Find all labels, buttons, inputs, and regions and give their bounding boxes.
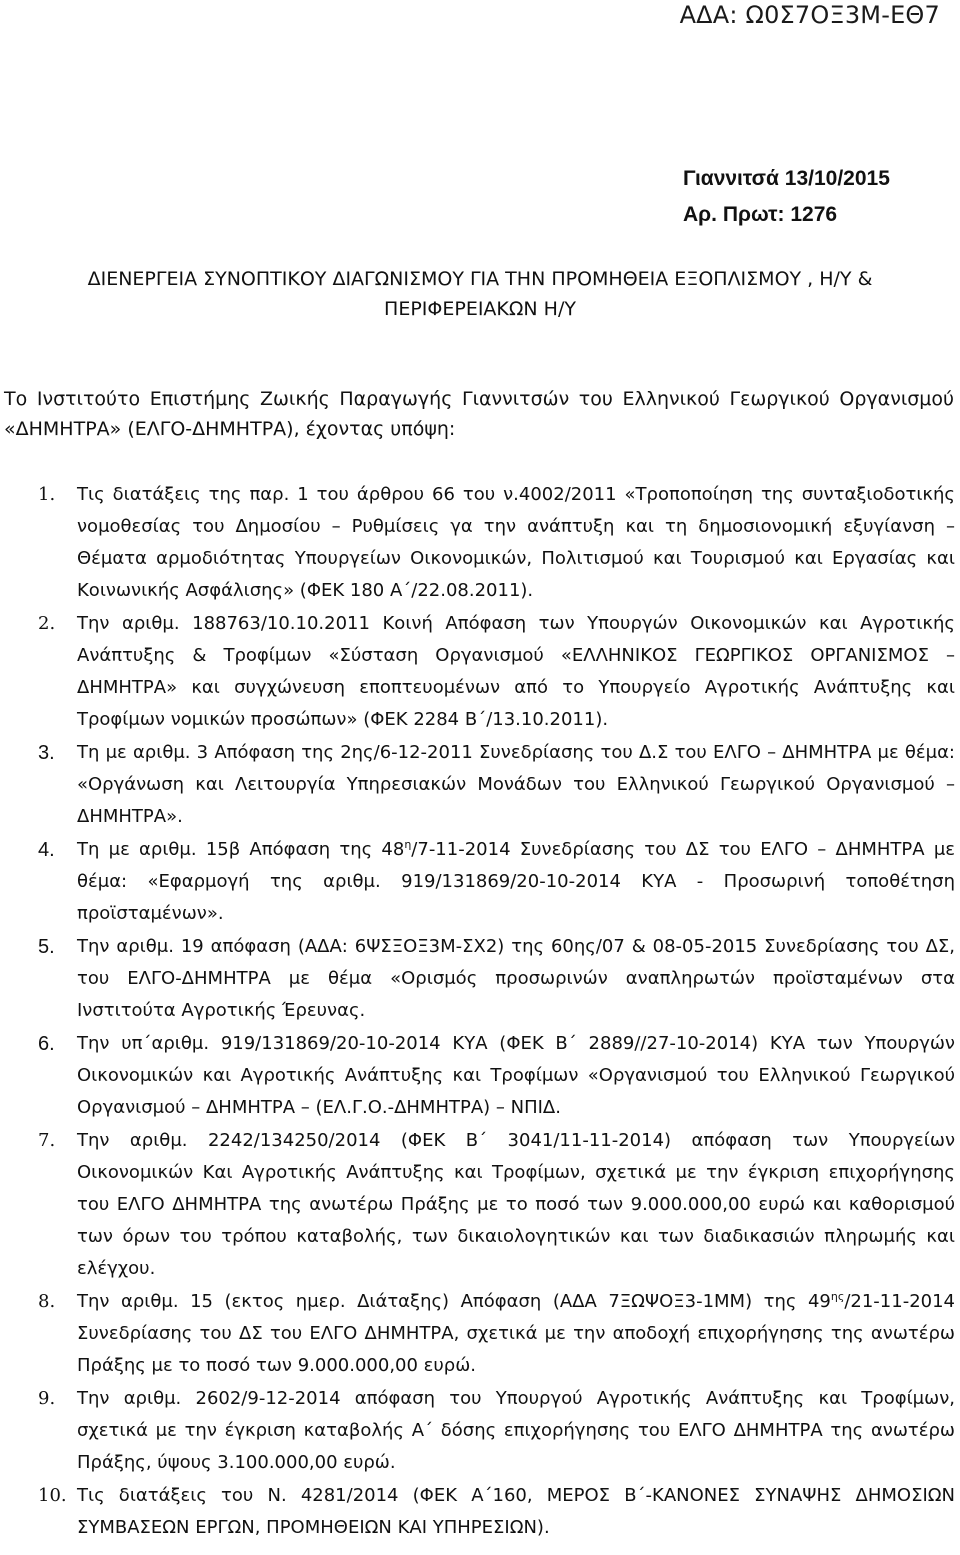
item-text: Τις διατάξεις της παρ. 1 του άρθρου 66 του ν.4002/2011 «Τροποποίηση της συνταξιοδοτικής νομοθεσίας του Δημοσίου – Ρυθμίσεις γα την ανάπτυξη και τη δημοσιονομική εξυγίανση – Θέματα αρμοδιότητας Υπουργείων Οικονομικών, Πολιτισμού και Τουρισμού και Εργασίας και Κοινωνικής Ασφάλισης» (ΦΕΚ 180 Α΄/22.08.2011). (77, 484, 955, 601)
item-text: Τις διατάξεις του Ν. 4281/2014 (ΦΕΚ Α΄160, ΜΕΡΟΣ Β΄-ΚΑΝΟΝΕΣ ΣΥΝΑΨΗΣ ΔΗΜΟΣΙΩΝ ΣΥΜΒΑΣΕΩΝ ΕΡΓΩΝ, ΠΡΟΜΗΘΕΙΩΝ ΚΑΙ ΥΠΗΡΕΣΙΩΝ). (77, 1485, 955, 1538)
intro-paragraph: Το Ινστιτούτο Επιστήμης Ζωικής Παραγωγής Γιαννιτσών του Ελληνικού Γεωργικού Οργανισμού «ΔΗΜΗΤΡΑ» (ΕΛΓΟ-ΔΗΜΗΤΡΑ), έχοντας υπόψη: (4, 388, 954, 440)
title-line-2: ΠΕΡΙΦΕΡΕΙΑΚΩΝ Η/Υ (384, 298, 576, 320)
list-item-1 (0, 479, 960, 607)
list-item-9 (0, 1383, 960, 1479)
item-number: 7. (38, 1130, 56, 1151)
item-text: Τη με αριθμ. 3 Απόφαση της 2ης/6-12-2011 Συνεδρίασης του Δ.Σ του ΕΛΓΟ – ΔΗΜΗΤΡΑ με θέμα: «Οργάνωση και Λειτουργία Υπηρεσιακών Μονάδων του Ελληνικού Γεωργικού Οργανισμού – ΔΗΜΗΤΡΑ». (77, 742, 955, 827)
item-text: Την αριθμ. 19 απόφαση (ΑΔΑ: 6ΨΣΞΟΞ3Μ-ΣΧ2) της 60ης/07 & 08-05-2015 Συνεδρίασης του ΔΣ, του ΕΛΓΟ-ΔΗΜΗΤΡΑ με θέμα «Ορισμός προσωρινών αναπληρωτών προϊσταμένων στα Ινστιτούτα Αγροτικής Έρευνας. (77, 936, 955, 1021)
considerations-list (0, 479, 960, 1545)
item-text: Την αριθμ. 2242/134250/2014 (ΦΕΚ Β΄ 3041/11-11-2014) απόφαση των Υπουργείων Οικονομικών Και Αγροτικής Ανάπτυξης και Τροφίμων, σχετικά με την έγκριση επιχορήγησης του ΕΛΓΟ ΔΗΜΗΤΡΑ της ανωτέρω Πράξης με το ποσό των 9.000.000,00 ευρώ και καθορισμού των όρων του τρόπου καταβολής, των δικαιολογητικών και των διαδικασιών πληρωμής και ελέγχου. (77, 1130, 955, 1279)
list-item-4 (0, 834, 960, 930)
item-number: 10. (38, 1485, 67, 1506)
item-number: 1. (38, 484, 56, 505)
place-date: Γιαννιτσά 13/10/2015 (683, 167, 890, 190)
item-text: Την αριθμ. 2602/9-12-2014 απόφαση του Υπουργού Αγροτικής Ανάπτυξης και Τροφίμων, σχετικά με την έγκριση καταβολής Α΄ δόσης επιχορήγησης του ΕΛΓΟ ΔΗΜΗΤΡΑ της ανωτέρω Πράξης, ύψους 3.100.000,00 ευρώ. (77, 1388, 955, 1473)
item-text-after: /7-11-2014 Συνεδρίασης του ΔΣ του ΕΛΓΟ – ΔΗΜΗΤΡΑ με θέμα: «Εφαρμογή της αριθμ. 919/131869/20-10-2014 ΚΥΑ - Προσωρινή τοποθέτηση προϊσταμένων». (77, 839, 955, 924)
item-text-before: Την αριθμ. 15 (εκτος ημερ. Διάταξης) Απόφαση (ΑΔΑ 7ΞΩΨΟΞ3-1ΜΜ) της 49 (77, 1291, 831, 1312)
list-item-7 (0, 1125, 960, 1285)
list-item-2 (0, 608, 960, 736)
item-superscript: η (404, 838, 412, 851)
item-number: 4. (38, 839, 55, 861)
ada-code: ΑΔΑ: Ω0Σ7ΟΞ3Μ-ΕΘ7 (679, 1, 940, 29)
item-superscript: ης (830, 1290, 845, 1303)
item-number: 6. (38, 1033, 55, 1055)
item-text-before: Τη με αριθμ. 15β Απόφαση της 48 (77, 839, 405, 860)
list-item-8 (0, 1286, 960, 1382)
item-number: 8. (38, 1291, 56, 1312)
title-line-1: ΔΙΕΝΕΡΓΕΙΑ ΣΥΝΟΠΤΙΚΟΥ ΔΙΑΓΩΝΙΣΜΟΥ ΓΙΑ ΤΗΝ ΠΡΟΜΗΘΕΙΑ ΕΞΟΠΛΙΣΜΟΥ , Η/Υ & (87, 268, 873, 290)
list-item-5 (0, 931, 960, 1027)
item-number: 9. (38, 1388, 56, 1409)
item-number: 3. (38, 742, 55, 764)
item-text: Την υπ΄αριθμ. 919/131869/20-10-2014 ΚΥΑ (ΦΕΚ Β΄ 2889//27-10-2014) ΚΥΑ των Υπουργών Οικονομικών και Αγροτικής Ανάπτυξης και Τροφίμων «Οργανισμού του Ελληνικού Γεωργικού Οργανισμού – ΔΗΜΗΤΡΑ – (ΕΛ.Γ.Ο.-ΔΗΜΗΤΡΑ) – ΝΠΙΔ. (77, 1033, 955, 1118)
list-item-6 (0, 1028, 960, 1124)
list-item-3 (0, 737, 960, 833)
list-item-10 (0, 1480, 960, 1544)
protocol-number: Αρ. Πρωτ: 1276 (683, 203, 838, 226)
document-title (0, 264, 960, 324)
item-text: Την αριθμ. 188763/10.10.2011 Κοινή Απόφαση των Υπουργών Οικονομικών και Αγροτικής Ανάπτυξης & Τροφίμων «Σύσταση Οργανισμού «ΕΛΛΗΝΙΚΟΣ ΓΕΩΡΓΙΚΟΣ ΟΡΓΑΝΙΣΜΟΣ – ΔΗΜΗΤΡΑ» και συγχώνευση εποπτευομένων από το Υπουργείο Αγροτικής Ανάπτυξης και Τροφίμων νομικών προσώπων» (ΦΕΚ 2284 Β΄/13.10.2011). (77, 613, 955, 730)
item-text-after: /21-11-2014 Συνεδρίασης του ΔΣ του ΕΛΓΟ ΔΗΜΗΤΡΑ, σχετικά με την αποδοχή επιχορήγησης της ανωτέρω Πράξης με το ποσό των 9.000.000,00 ευρώ. (77, 1291, 955, 1376)
item-number: 5. (38, 936, 55, 958)
item-number: 2. (38, 613, 56, 634)
